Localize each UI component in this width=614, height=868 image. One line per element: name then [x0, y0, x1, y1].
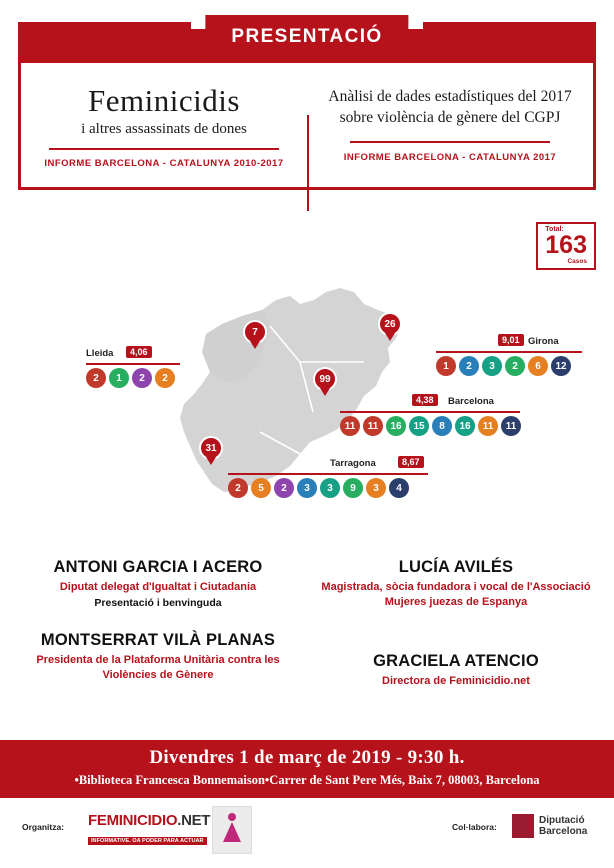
speaker-block	[306, 652, 606, 689]
header-column-right	[307, 63, 593, 193]
speaker-note: Presentació i benvinguda	[94, 596, 222, 609]
report-subtitle: i altres assassinats de dones	[81, 121, 247, 137]
pin-lleida[interactable]: 7	[243, 320, 267, 344]
province-value-lleida: 4,06	[126, 346, 152, 358]
analysis-title: Anàlisi de dades estadístiques del 2017 sobre violència de gènere del CGPJ	[328, 88, 572, 126]
dots-lleida	[86, 368, 175, 388]
province-name-girona: Girona	[528, 336, 559, 347]
speaker-role: Diputat delegat d'Igualtat i Ciutadania	[59, 581, 257, 593]
dots-barcelona	[340, 416, 521, 436]
map-section	[0, 200, 614, 550]
presentation-title: PRESENTACIÓ	[205, 15, 408, 57]
divider-left	[49, 148, 279, 150]
dot: 11	[340, 416, 360, 436]
speaker-name: ANTONI GARCIA I ACERO	[53, 558, 263, 576]
plataforma-unitaria-logo[interactable]	[212, 806, 252, 854]
pin-tarragona[interactable]: 31	[199, 436, 223, 460]
dot: 2	[228, 478, 248, 498]
dots-tarragona	[228, 478, 409, 498]
dot: 12	[551, 356, 571, 376]
pin-girona[interactable]: 26	[378, 312, 402, 336]
dot: 16	[455, 416, 475, 436]
dot: 4	[389, 478, 409, 498]
diputacio-line2: Barcelona	[539, 826, 588, 837]
speaker-role: Presidenta de la Plataforma Unitària contra les Violències de Gènere	[36, 653, 280, 681]
feminicidio-logo-net: .NET	[177, 812, 211, 829]
footer-banner	[0, 740, 614, 798]
header-box	[18, 22, 596, 190]
feminicidio-logo-main: FEMINICIDIO	[88, 812, 178, 829]
dots-girona	[436, 356, 571, 376]
dot: 2	[86, 368, 106, 388]
footer-logos	[0, 798, 614, 868]
speaker-name: MONTSERRAT VILÀ PLANAS	[40, 630, 276, 649]
header-columns	[21, 63, 593, 193]
total-label: Total:	[545, 226, 564, 233]
province-value-tarragona: 8,67	[398, 456, 424, 468]
speaker-name: LUCÍA AVILÉS	[398, 558, 514, 576]
total-cases-box	[536, 222, 596, 270]
dot: 15	[409, 416, 429, 436]
speaker-block	[8, 631, 308, 683]
diputacio-crest-icon	[512, 814, 534, 838]
dot: 8	[432, 416, 452, 436]
dot: 11	[501, 416, 521, 436]
dot: 2	[505, 356, 525, 376]
dot: 16	[386, 416, 406, 436]
dot: 2	[155, 368, 175, 388]
province-name-lleida: Lleida	[86, 348, 114, 359]
dot: 3	[320, 478, 340, 498]
province-rule-girona	[436, 351, 582, 353]
event-date: Divendres 1 de març de 2019 - 9:30 h.	[149, 747, 465, 768]
dot: 11	[478, 416, 498, 436]
speaker-role: Directora de Feminicidio.net	[382, 674, 530, 687]
dot: 3	[366, 478, 386, 498]
province-rule-tarragona	[228, 473, 428, 475]
feminicidio-logo-tagline: INFORMATIVE. OA PODER PARA ACTUAR	[88, 837, 207, 845]
organiza-label: Organitza:	[22, 822, 65, 832]
report-footer-right: INFORME BARCELONA - CATALUNYA 2017	[343, 151, 557, 163]
speakers-column-right	[306, 558, 606, 689]
province-rule-lleida	[86, 363, 180, 365]
dot: 1	[109, 368, 129, 388]
feminicidio-logo[interactable]	[88, 812, 210, 847]
diputacio-barcelona-logo[interactable]	[512, 814, 587, 838]
dot: 1	[436, 356, 456, 376]
speaker-block	[306, 558, 606, 610]
dot: 5	[251, 478, 271, 498]
speakers-column-left	[8, 558, 308, 683]
province-value-barcelona: 4,38	[412, 394, 438, 406]
report-footer-left: INFORME BARCELONA - CATALUNYA 2010-2017	[44, 158, 284, 169]
dot: 9	[343, 478, 363, 498]
speaker-role: Magistrada, sòcia fundadora i vocal de l'Associació Mujeres juezas de Espanya	[321, 581, 591, 608]
diputacio-line1: Diputació	[539, 814, 585, 826]
dot: 2	[132, 368, 152, 388]
ribbon-notch-right	[407, 15, 423, 29]
dot: 6	[528, 356, 548, 376]
total-number: 163	[545, 231, 587, 259]
province-name-tarragona: Tarragona	[330, 458, 376, 469]
dot: 2	[459, 356, 479, 376]
speakers-section	[0, 558, 614, 718]
speaker-block	[8, 558, 308, 609]
header-column-left	[21, 63, 307, 193]
event-location: •Biblioteca Francesca Bonnemaison•Carrer de Sant Pere Més, Baix 7, 08003, Barcelona	[74, 773, 540, 787]
woman-silhouette-icon	[217, 810, 247, 850]
total-cases-label: Casos	[567, 258, 587, 265]
dot: 11	[363, 416, 383, 436]
catalonia-map	[150, 252, 450, 552]
dot: 3	[297, 478, 317, 498]
dot: 3	[482, 356, 502, 376]
speaker-name: GRACIELA ATENCIO	[373, 651, 539, 670]
divider-right	[350, 141, 550, 143]
dot: 2	[274, 478, 294, 498]
province-value-girona: 9,01	[498, 334, 524, 346]
province-rule-barcelona	[340, 411, 520, 413]
province-name-barcelona: Barcelona	[448, 396, 494, 407]
pin-barcelona[interactable]: 99	[313, 367, 337, 391]
report-title: Feminicidis	[88, 83, 240, 118]
colabora-label: Col·labora:	[452, 822, 497, 832]
